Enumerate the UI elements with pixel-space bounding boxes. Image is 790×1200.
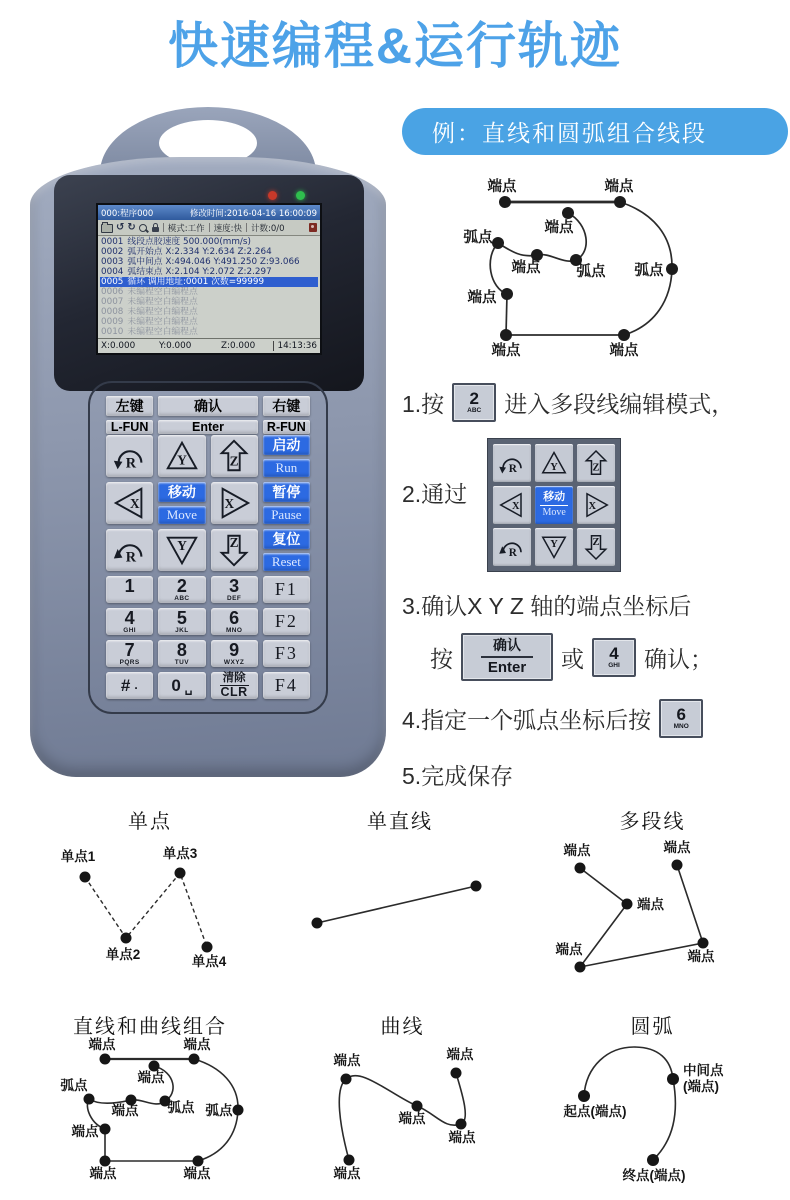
svg-text:端点: 端点 <box>563 843 591 858</box>
count-indicator: 计数:0/0 <box>251 223 285 234</box>
svg-text:Y: Y <box>550 461 558 473</box>
step-2: 2.通过 R Y Z X 移动 Move X R Y Z <box>402 438 788 572</box>
status-led-red <box>268 191 277 200</box>
key-4-chip: 4 GHI <box>592 638 636 677</box>
key-move[interactable]: 移动 Move <box>158 482 205 524</box>
mini-key-y-down <box>535 528 573 566</box>
key-f1[interactable]: F1 <box>263 576 310 603</box>
key-4[interactable]: 4 GHI <box>106 608 153 635</box>
z-coordinate: Z:0.000 <box>221 341 256 351</box>
svg-text:端点: 端点 <box>487 179 517 195</box>
svg-text:端点: 端点 <box>111 1103 139 1118</box>
svg-text:端点: 端点 <box>604 179 634 195</box>
rotate-ccw-icon <box>497 448 527 478</box>
key-l-fun[interactable]: 左键 L-FUN <box>106 396 153 430</box>
program-list <box>98 236 320 338</box>
step-3: 3.确认X Y Z 轴的端点坐标后 <box>402 593 692 619</box>
svg-text:端点: 端点 <box>71 1124 99 1139</box>
svg-text:(端点): (端点) <box>683 1079 719 1094</box>
diagram-single-points <box>30 797 270 987</box>
mini-key-z-up <box>577 444 615 482</box>
speed-indicator: 速度:快 <box>213 223 243 234</box>
svg-text:端点: 端点 <box>89 1166 117 1181</box>
diagram-title: 曲线 <box>380 1016 425 1038</box>
diagram-title: 圆弧 <box>630 1016 675 1038</box>
steps-list <box>402 383 788 791</box>
svg-text:端点: 端点 <box>511 260 541 276</box>
svg-text:X: X <box>588 500 597 512</box>
step-3-keys: 按 确认 Enter 或 4 GHI 确认； <box>430 633 788 681</box>
diagram-single-line <box>285 797 515 987</box>
svg-text:Y: Y <box>177 452 187 468</box>
diagram-polyline <box>525 797 780 987</box>
key-f2[interactable]: F2 <box>263 608 310 635</box>
key-0[interactable]: 0 ␣ <box>158 672 205 699</box>
key-5[interactable]: 5 JKL <box>158 608 205 635</box>
svg-text:端点: 端点 <box>555 942 583 957</box>
rotate-cw-icon <box>111 531 149 569</box>
key-reset[interactable]: 复位 Reset <box>263 529 310 571</box>
program-row[interactable]: 0002 弧开始点 X:2.334 Y:2.634 Z:2.264 <box>101 246 272 257</box>
mini-key-rotate-ccw <box>493 444 531 482</box>
mini-key-x-left <box>493 486 531 524</box>
key-rotate-ccw[interactable] <box>106 435 153 477</box>
key-x-right[interactable] <box>211 482 258 524</box>
arrow-up-icon <box>215 437 253 475</box>
diagram-title: 多段线 <box>619 811 686 833</box>
svg-text:端点: 端点 <box>663 840 691 855</box>
page-title: 快速编程&运行轨迹 <box>167 18 623 74</box>
svg-text:Z: Z <box>592 536 600 548</box>
program-row-selected[interactable]: 0005 循环 调用地址:0001 次数=99999 <box>100 277 318 287</box>
key-x-left[interactable] <box>106 482 153 524</box>
motion-keys-illustration <box>487 438 621 572</box>
diagram-line-curve-combo <box>25 1002 275 1198</box>
arrow-down-icon <box>215 531 253 569</box>
key-hash[interactable]: # · <box>106 672 153 699</box>
step-4: 4.指定一个弧点坐标后按 6 MNO <box>402 699 788 738</box>
polyline-svg <box>525 797 780 987</box>
single-line-svg <box>285 797 515 987</box>
svg-text:端点: 端点 <box>446 1047 474 1062</box>
screen-statusbar <box>98 338 320 353</box>
example-trajectory-diagram <box>402 159 788 373</box>
triangle-up-icon <box>163 437 201 475</box>
triangle-up-icon <box>539 448 569 478</box>
screen-toolbar <box>98 220 320 236</box>
triangle-down-icon <box>539 532 569 562</box>
key-1[interactable]: 1 <box>106 576 153 603</box>
program-row[interactable]: 0004 弧结束点 X:2.104 Y:2.072 Z:2.297 <box>101 266 272 277</box>
triangle-left-icon <box>497 490 527 520</box>
svg-text:弧点: 弧点 <box>576 264 606 280</box>
mini-key-rotate-cw <box>493 528 531 566</box>
svg-text:端点: 端点 <box>183 1037 211 1052</box>
key-z-down[interactable] <box>211 529 258 571</box>
key-7[interactable]: 7 PQRS <box>106 640 153 667</box>
triangle-left-icon <box>111 484 149 522</box>
triangle-down-icon <box>163 531 201 569</box>
svg-text:单点2: 单点2 <box>105 947 141 962</box>
svg-text:R: R <box>125 549 136 566</box>
program-row[interactable]: 0006 未编程空白编程点 <box>101 287 198 298</box>
x-coordinate: X:0.000 <box>101 341 136 351</box>
svg-text:弧点: 弧点 <box>463 230 493 246</box>
svg-text:端点: 端点 <box>88 1037 116 1052</box>
program-row[interactable]: 0008 未编程空白编程点 <box>101 307 198 318</box>
svg-text:R: R <box>508 547 517 559</box>
key-8[interactable]: 8 TUV <box>158 640 205 667</box>
key-f4[interactable]: F4 <box>263 672 310 699</box>
arc-svg <box>525 1002 780 1198</box>
svg-text:端点: 端点 <box>637 897 664 912</box>
key-2[interactable]: 2 ABC <box>158 576 205 603</box>
svg-text:端点: 端点 <box>609 343 639 359</box>
svg-text:起点(端点): 起点(端点) <box>563 1104 627 1119</box>
key-r-fun[interactable]: 右键 R-FUN <box>263 396 310 430</box>
device-screen <box>96 203 322 355</box>
key-rotate-cw[interactable] <box>106 529 153 571</box>
svg-text:X: X <box>129 495 140 511</box>
rotate-ccw-icon <box>111 437 149 475</box>
diagram-curve <box>290 1002 515 1198</box>
svg-text:Z: Z <box>229 535 239 551</box>
svg-text:Y: Y <box>550 539 558 550</box>
svg-text:中间点: 中间点 <box>683 1063 724 1078</box>
svg-text:端点: 端点 <box>137 1070 165 1085</box>
svg-text:端点: 端点 <box>467 290 497 306</box>
rotate-cw-icon <box>497 532 527 562</box>
status-led-green <box>296 191 305 200</box>
svg-text:端点: 端点 <box>491 343 521 359</box>
curve-svg <box>290 1002 515 1198</box>
search-icon[interactable] <box>139 224 147 232</box>
svg-text:端点: 端点 <box>398 1111 426 1126</box>
svg-text:单点1: 单点1 <box>60 849 96 864</box>
key-enter[interactable]: 确认 Enter <box>158 396 258 430</box>
svg-text:X: X <box>224 495 235 511</box>
svg-text:R: R <box>125 455 136 472</box>
triangle-right-icon <box>581 490 611 520</box>
svg-text:端点: 端点 <box>448 1130 476 1145</box>
arrow-up-icon <box>581 448 611 478</box>
key-9[interactable]: 9 WXYZ <box>211 640 258 667</box>
mini-key-z-down <box>577 528 615 566</box>
svg-text:终点(端点): 终点(端点) <box>622 1168 686 1183</box>
program-row[interactable]: 0010 未编程空白编程点 <box>101 327 198 338</box>
svg-text:单点4: 单点4 <box>191 954 227 969</box>
svg-text:弧点: 弧点 <box>634 263 664 279</box>
svg-text:端点: 端点 <box>544 220 574 236</box>
enter-key-chip: 确认 Enter <box>461 633 553 681</box>
keypad-panel <box>88 381 328 714</box>
diagram-title: 直线和曲线组合 <box>73 1016 227 1038</box>
program-row[interactable]: 0003 弧中间点 X:494.046 Y:491.250 Z:93.066 <box>101 256 300 267</box>
triangle-right-icon <box>215 484 253 522</box>
svg-text:端点: 端点 <box>333 1166 361 1181</box>
diagram-arc <box>525 1002 780 1198</box>
arrow-down-icon <box>581 532 611 562</box>
modified-time: 修改时间:2016-04-16 16:00:09 <box>189 208 317 219</box>
program-name: 000:程序000 <box>101 208 154 219</box>
key-clear[interactable]: 清除 CLR <box>211 672 258 699</box>
svg-text:X: X <box>512 500 520 512</box>
key-z-up[interactable] <box>211 435 258 477</box>
key-6-chip: 6 MNO <box>659 699 703 738</box>
screen-titlebar <box>98 205 320 220</box>
example-header: 例：直线和圆弧组合线段 <box>402 108 788 155</box>
key-run[interactable]: 启动 Run <box>263 435 310 477</box>
handheld-controller <box>30 105 386 781</box>
svg-text:端点: 端点 <box>183 1166 211 1181</box>
y-coordinate: Y:0.000 <box>159 341 192 351</box>
svg-text:端点: 端点 <box>333 1053 361 1068</box>
svg-text:弧点: 弧点 <box>167 1100 195 1115</box>
step-1: 1.按 2 ABC 进入多段线编辑模式， <box>402 383 788 422</box>
instructions-column <box>402 108 788 791</box>
key-6[interactable]: 6 MNO <box>211 608 258 635</box>
usb-key-icon <box>309 223 317 232</box>
svg-text:R: R <box>508 463 517 475</box>
lock-icon[interactable] <box>152 227 159 232</box>
clock: 14:13:36 <box>273 341 317 351</box>
key-pause[interactable]: 暂停 Pause <box>263 482 310 524</box>
mode-indicator: 模式:工作 <box>167 223 205 234</box>
key-y-down[interactable] <box>158 529 205 571</box>
svg-text:单点3: 单点3 <box>162 846 198 861</box>
single-points-svg <box>30 797 270 987</box>
redo-icon[interactable]: ↻ <box>127 221 136 233</box>
key-3[interactable]: 3 DEF <box>211 576 258 603</box>
step-5: 5.完成保存 <box>402 763 514 789</box>
svg-text:弧点: 弧点 <box>60 1078 88 1093</box>
svg-text:Y: Y <box>177 538 187 553</box>
line-curve-combo-svg <box>25 1002 275 1198</box>
open-file-icon[interactable] <box>101 224 113 233</box>
diagram-title: 单点 <box>128 811 172 833</box>
mini-key-y-up <box>535 444 573 482</box>
undo-icon[interactable]: ↺ <box>116 221 125 233</box>
key-2-chip: 2 ABC <box>452 383 496 422</box>
mini-key-x-right <box>577 486 615 524</box>
program-row[interactable]: 0001 线段点胶速度 500.000(mm/s) <box>101 236 251 247</box>
program-row[interactable]: 0007 未编程空白编程点 <box>101 297 198 308</box>
mini-key-move: 移动 Move <box>535 486 573 524</box>
svg-text:弧点: 弧点 <box>205 1103 233 1118</box>
svg-text:端点: 端点 <box>687 949 715 964</box>
program-row[interactable]: 0009 未编程空白编程点 <box>101 317 198 328</box>
key-y-up[interactable] <box>158 435 205 477</box>
key-f3[interactable]: F3 <box>263 640 310 667</box>
svg-text:Z: Z <box>229 453 239 469</box>
svg-text:Z: Z <box>592 462 600 474</box>
diagram-title: 单直线 <box>367 811 433 833</box>
